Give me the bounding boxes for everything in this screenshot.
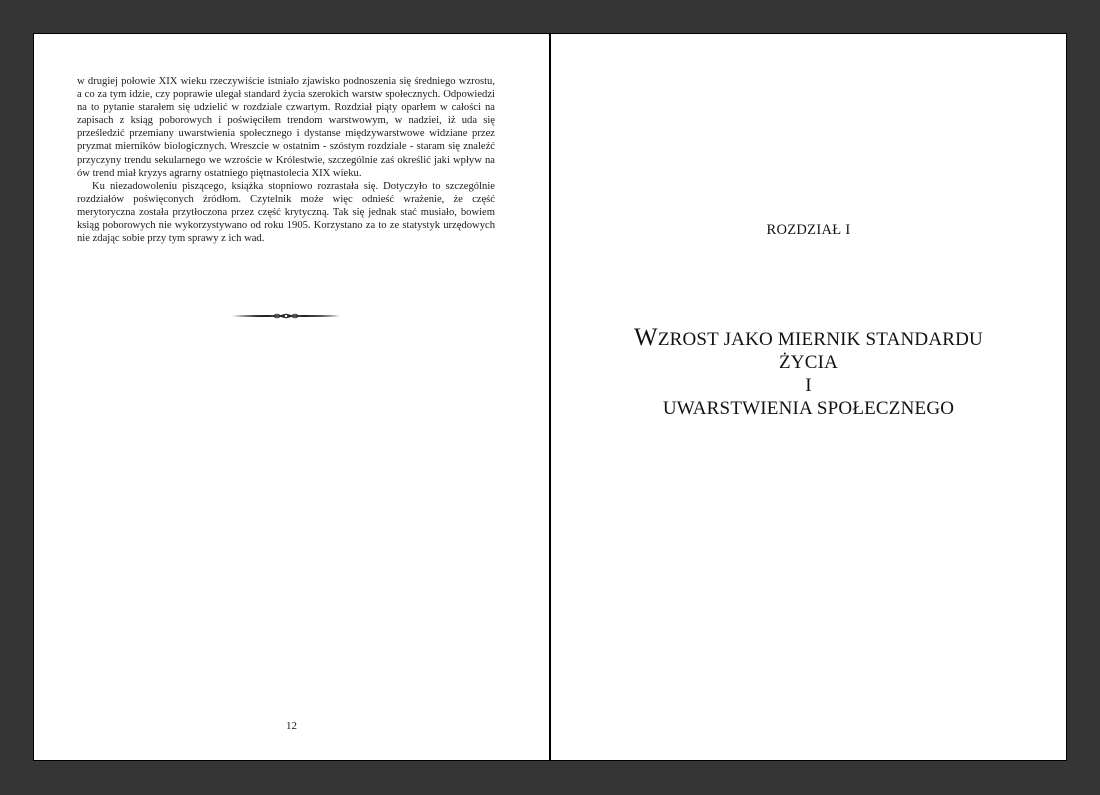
chapter-title-line-1-rest: ZROST JAKO MIERNIK STANDARDU [657, 329, 983, 350]
divider-ornament-icon [230, 310, 342, 322]
chapter-title-line-2: ŻYCIA [778, 352, 839, 373]
right-page [550, 33, 1067, 761]
chapter-title [551, 326, 1066, 420]
body-text [77, 75, 495, 245]
chapter-title-line-4: UWARSTWIENIA SPOŁECZNEGO [662, 398, 955, 419]
chapter-title-line-1 [551, 326, 1066, 351]
chapter-label: ROZDZIAŁ I [766, 222, 851, 238]
paragraph-1: w drugiej połowie XIX wieku rzeczywiście istniało zjawisko podnoszenia się średniego wzrostu, a co za tym idzie, czy poprawie ulegał standard życia szerokich warstw społecznych. Odpowiedzi na to pytanie starałem się udzielić w rozdziale czwartym. Rozdział piąty oparłem w całości na zapisach z ksiąg poborowych i poświęciłem trendom warstwowym, w nadziei, iż uda się prześledzić przemiany uwarstwienia społecznego i dystanse międzywarstwowe widziane przez pryzmat mierników biologicznych. Wreszcie w ostatnim - szóstym rozdziale - staram się znaleźć przyczyny trendu sekularnego we wzroście w Królestwie, szczególnie zaś określić jaki wpływ na ów trend miał kryzys agrarny ostatniego piętnastolecia XIX wieku. [77, 76, 495, 179]
chapter-title-initial: W [634, 324, 658, 351]
paragraph-2: Ku niezadowoleniu piszącego, książka stopniowo rozrastała się. Dotyczyło to szczególnie rozdziałów poświęconych źródłom. Czytelnik może więc odnieść wrażenie, że część merytoryczna została przytłoczona przez część krytyczną. Tak się jednak stać musiało, bowiem ksiąg poborowych nie wykorzystywano od roku 1905. Korzystano za to ze statystyk urzędowych nie zdając sobie przy tym sprawy z ich wad. [77, 180, 495, 245]
left-page [33, 33, 550, 761]
chapter-title-line-3: I [805, 375, 812, 396]
page-number: 12 [286, 720, 297, 732]
